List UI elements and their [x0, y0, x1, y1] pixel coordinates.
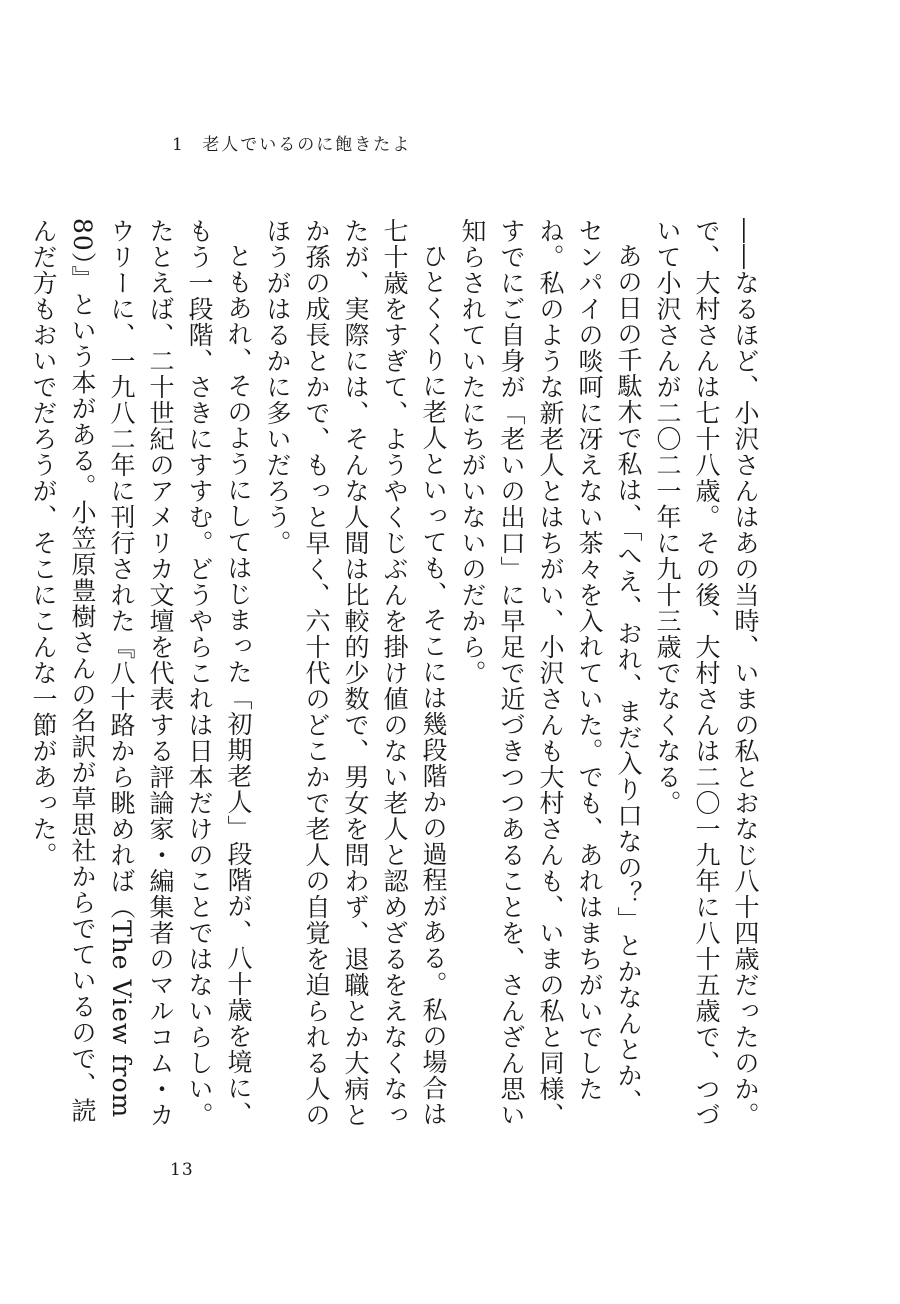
chapter-title: 老人でいるのに飽きたよ	[202, 135, 412, 155]
body-text	[29, 218, 765, 1138]
page-number: 13	[170, 1160, 194, 1180]
running-head	[172, 130, 411, 155]
chapter-number: 1	[172, 135, 185, 155]
paragraph-1: ――なるほど、小沢さんはあの当時、いまの私とおなじ八十四歳だったのか。で、大村さんは七十八歳。その後、大村さんは二〇一九年に八十五歳で、つづいて小沢さんが二〇二一年に九十三歳でなくなる。	[653, 218, 760, 1128]
paragraph-4: ともあれ、そのようにしてはじまった「初期老人」段階が、八十歳を境に、もう一段階、さきにすすむ。どうやらこれは日本だけのことではないらしい。たとえば、二十世紀のアメリカ文壇を代表する評論家・編集者のマルコム・カウリーに、一九八二年に刊行された『八十路から眺めれば（The View from 80）』という本がある。小笠原豊樹さんの名訳が草思社からでているので、読んだ方もおいでだろうが、そこにこんな一節があった。	[29, 218, 253, 1128]
paragraph-3: ひとくくりに老人といっても、そこには幾段階かの過程がある。私の場合は七十歳をすぎて、ようやくじぶんを掛け値のない老人と認めざるをえなくなったが、実際には、そんな人間は比較的少数で、男女を問わず、退職とか大病とか孫の成長とかで、もっと早く、六十代のどこかで老人の自覚を迫られる人のほうがはるかに多いだろう。	[263, 218, 448, 1128]
paragraph-2: あの日の千駄木で私は、「へえ、おれ、まだ入り口なの？」とかなんとか、センパイの啖呵に冴えない茶々を入れていた。でも、あれはまちがいでしたね。私のような新老人とはちがい、小沢さんも大村さんも、いまの私と同様、すでにご自身が「老いの出口」に早足で近づきつつあることを、さんざん思い知らされていたにちがいないのだから。	[458, 218, 643, 1128]
